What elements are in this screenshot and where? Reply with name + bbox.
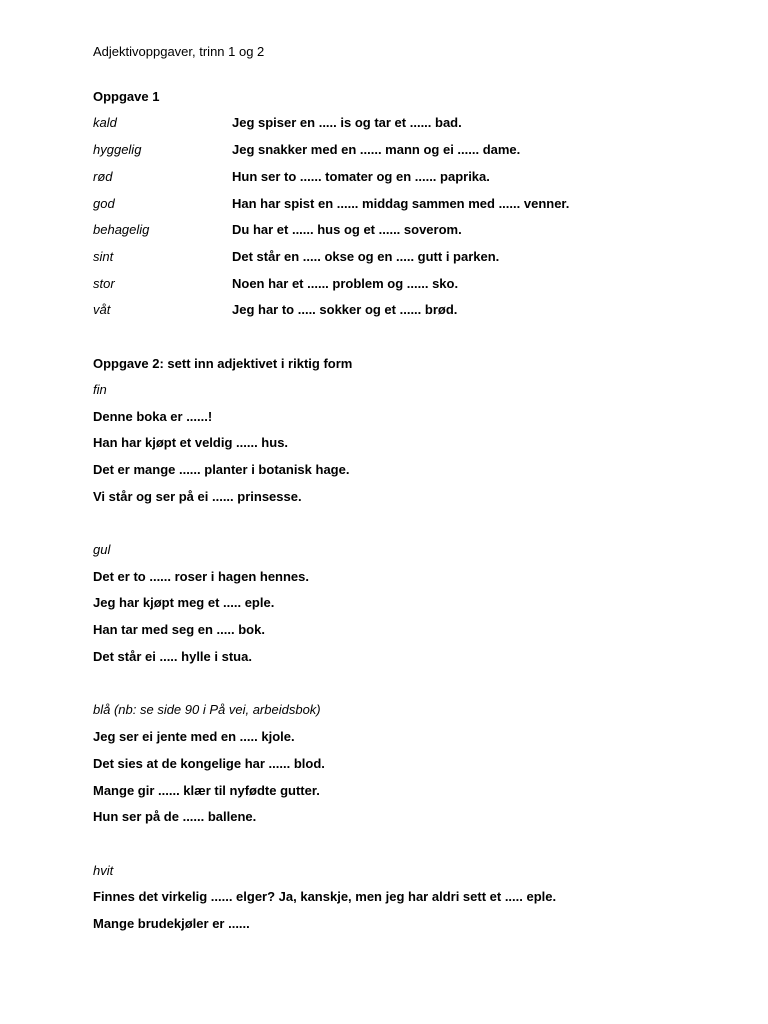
task2-adjective: gul (93, 542, 111, 557)
task1-sentence: Hun ser to ...... tomater og en ...... paprika. (232, 169, 490, 184)
task1-sentence: Jeg snakker med en ...... mann og ei ...... dame. (232, 142, 521, 157)
task1-sentence: Det står en ..... okse og en ..... gutt i parken. (232, 249, 500, 264)
task1-row (93, 115, 733, 131)
task2-adjective: hvit (93, 863, 114, 878)
task1-row (93, 169, 733, 185)
task2-sentence: Finnes det virkelig ...... elger? Ja, kanskje, men jeg har aldri sett et ..... eple. (93, 889, 557, 904)
task2-sentence: Det sies at de kongelige har ...... blod. (93, 756, 325, 771)
task1-row (93, 276, 733, 292)
task1-row (93, 302, 733, 318)
task1-row (93, 196, 733, 212)
task2-sentence: Hun ser på de ...... ballene. (93, 809, 257, 824)
task1-adjective: behagelig (93, 222, 150, 237)
task1-adjective: kald (93, 115, 117, 130)
task1-heading: Oppgave 1 (93, 89, 160, 104)
task2-sentence: Jeg ser ei jente med en ..... kjole. (93, 729, 295, 744)
task1-adjective: stor (93, 276, 115, 291)
task1-adjective: sint (93, 249, 114, 264)
task1-row (93, 222, 733, 238)
task2-adjective: fin (93, 382, 107, 397)
task1-sentence: Jeg spiser en ..... is og tar et ...... bad. (232, 115, 462, 130)
document-title: Adjektivoppgaver, trinn 1 og 2 (93, 44, 265, 59)
task2-sentence: Denne boka er ......! (93, 409, 213, 424)
task2-sentence: Det er to ...... roser i hagen hennes. (93, 569, 309, 584)
task1-row (93, 249, 733, 265)
task1-adjective: hyggelig (93, 142, 142, 157)
task2-sentence: Han tar med seg en ..... bok. (93, 622, 265, 637)
task2-adjective: blå (nb: se side 90 i På vei, arbeidsbok) (93, 702, 321, 717)
task2-sentence: Det er mange ...... planter i botanisk hage. (93, 462, 350, 477)
task2-heading: Oppgave 2: sett inn adjektivet i riktig form (93, 356, 353, 371)
task2-sentence: Vi står og ser på ei ...... prinsesse. (93, 489, 302, 504)
task2-sentence: Han har kjøpt et veldig ...... hus. (93, 435, 289, 450)
task2-sentence: Det står ei ..... hylle i stua. (93, 649, 252, 664)
task1-adjective: god (93, 196, 115, 211)
task1-sentence: Jeg har to ..... sokker og et ...... brød. (232, 302, 458, 317)
task1-sentence: Han har spist en ...... middag sammen med ...... venner. (232, 196, 570, 211)
task1-row (93, 142, 733, 158)
task2-sentence: Mange brudekjøler er ...... (93, 916, 250, 931)
task1-sentence: Noen har et ...... problem og ...... sko. (232, 276, 459, 291)
task1-adjective: våt (93, 302, 111, 317)
task1-sentence: Du har et ...... hus og et ...... soverom. (232, 222, 462, 237)
task1-adjective: rød (93, 169, 113, 184)
task2-sentence: Mange gir ...... klær til nyfødte gutter. (93, 783, 320, 798)
task2-sentence: Jeg har kjøpt meg et ..... eple. (93, 595, 275, 610)
